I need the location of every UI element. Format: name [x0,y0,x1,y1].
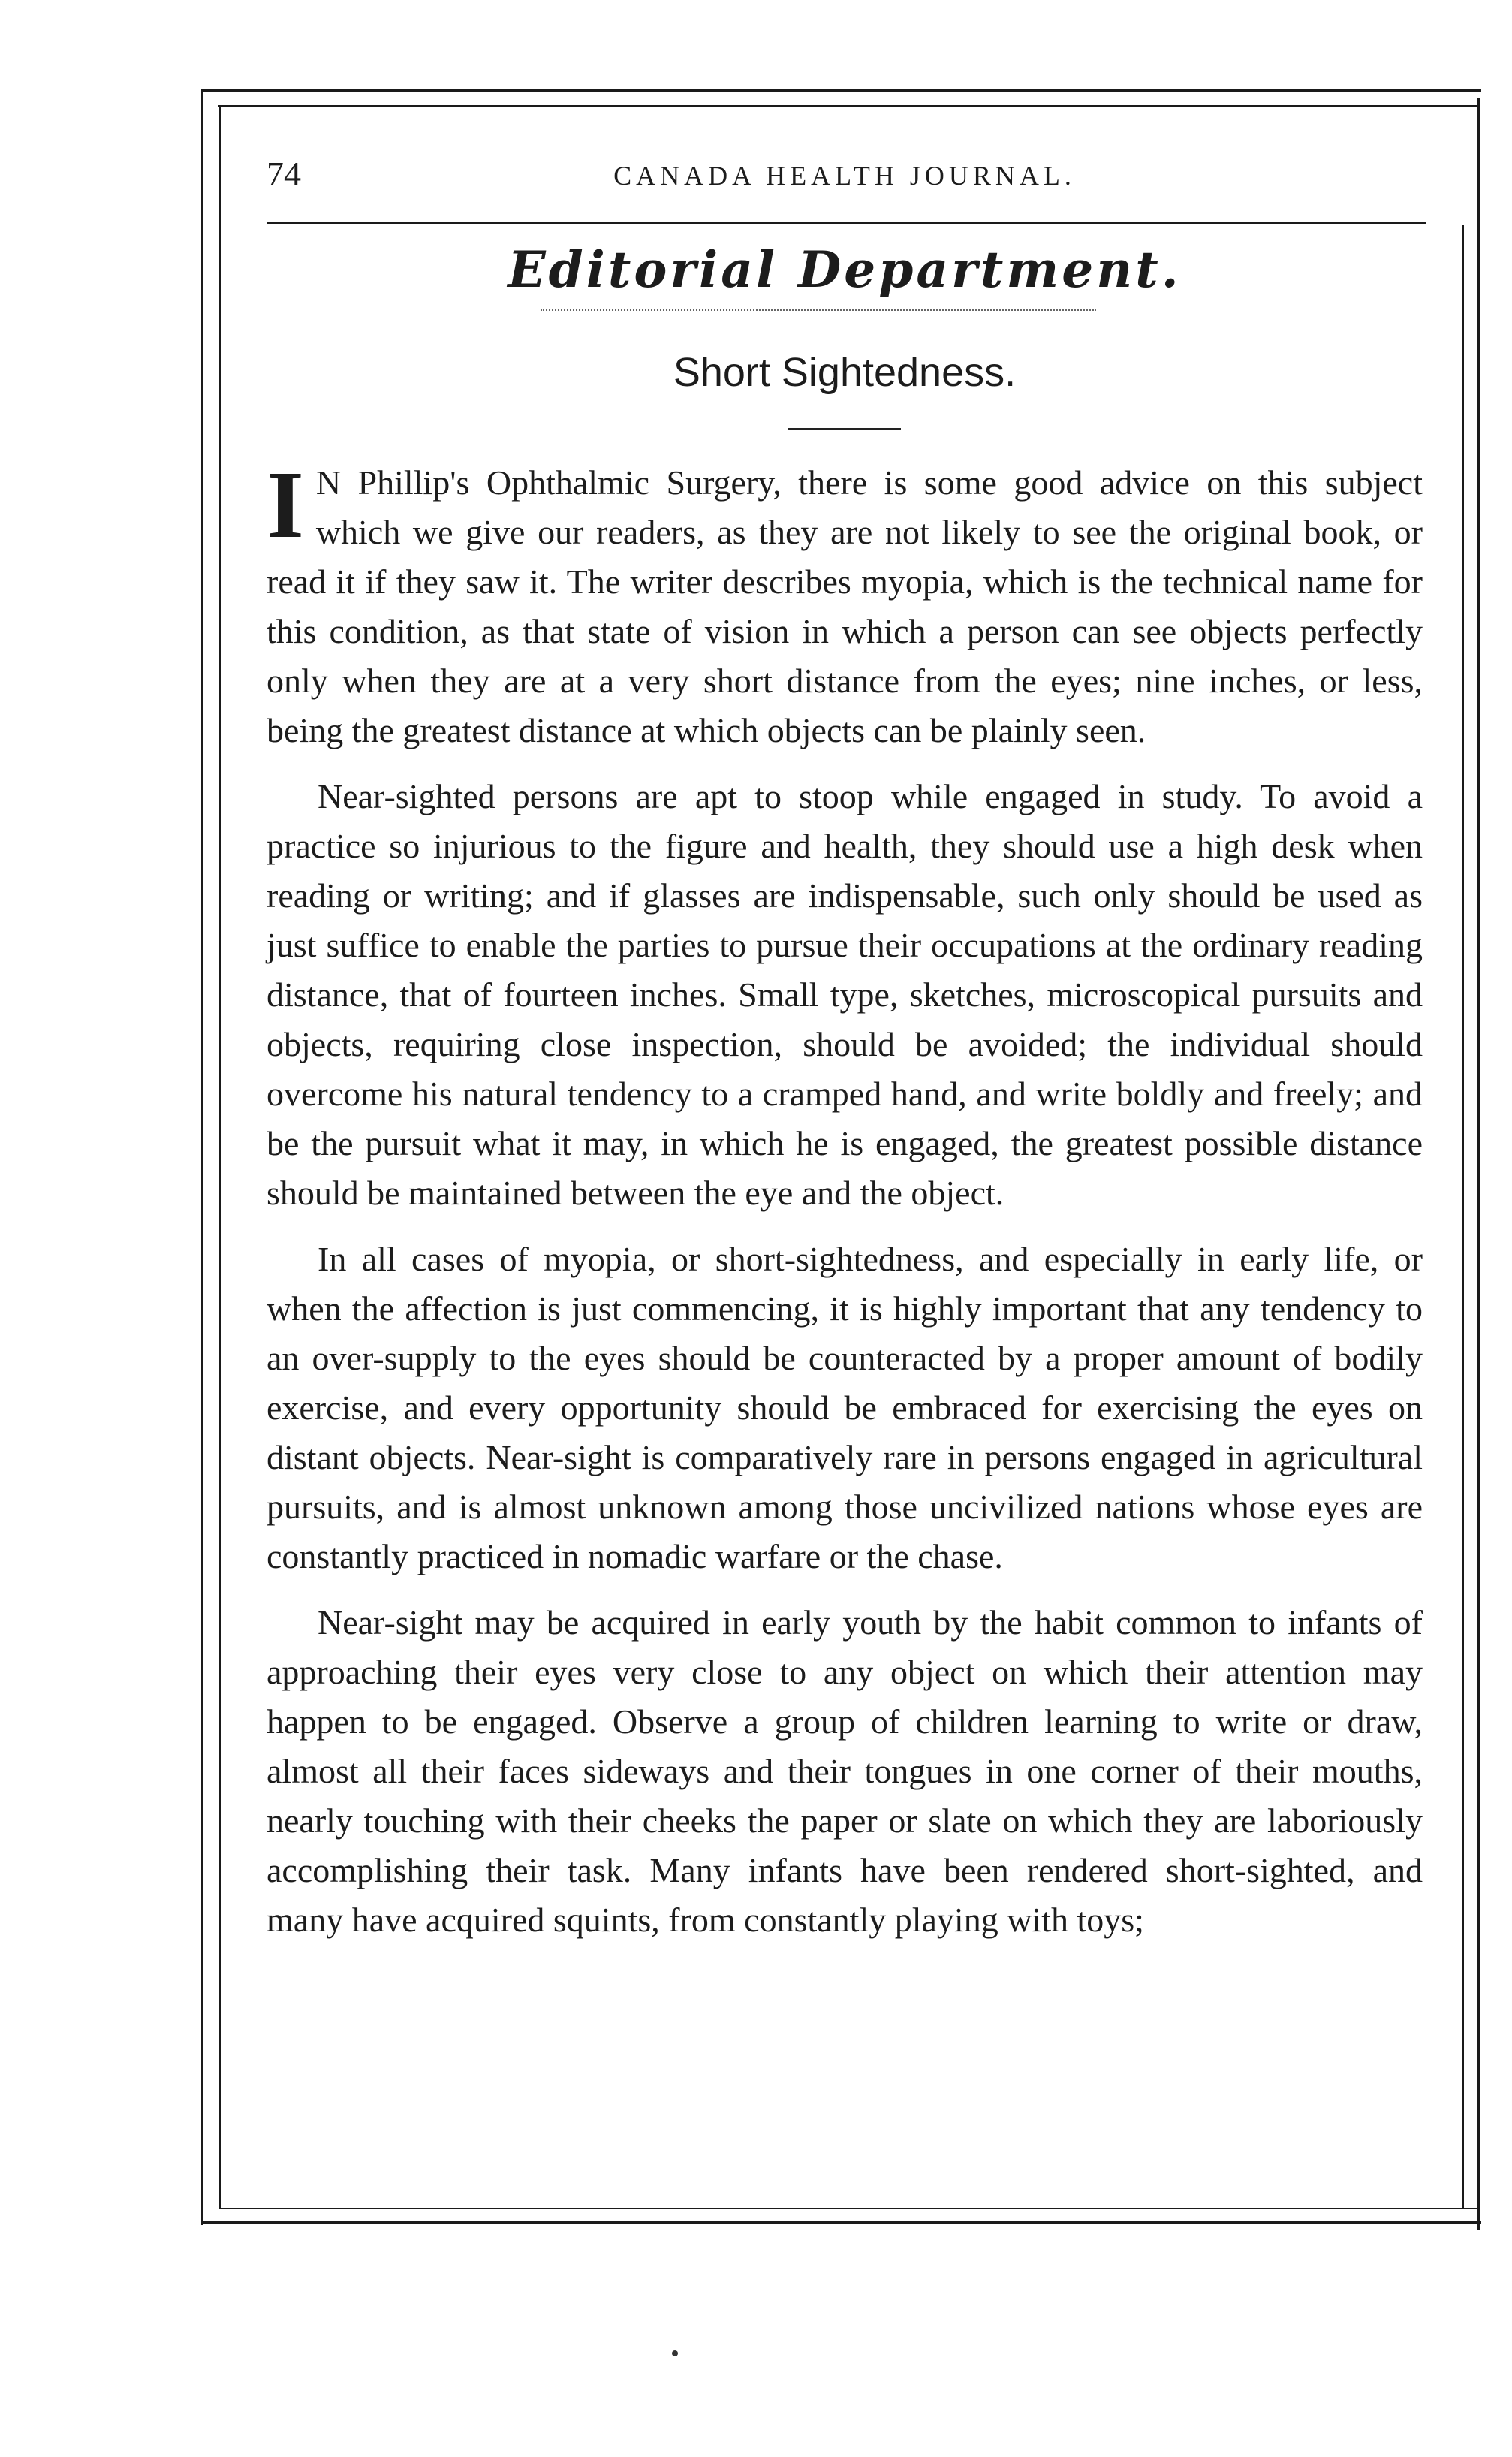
title-ornament [541,309,1096,321]
page-header [267,154,1423,199]
print-speck [672,2350,678,2356]
article-title-rule [788,428,901,430]
paragraph-3: In all cases of myopia, or short-sightedness, and especially in early life, or when the affection is just commencing, it is highly important that any tendency to an over-supply to the eyes should be counteracted by a proper amount of bodily exercise, and every opportunity should be embraced for exercising the eyes on distant objects. Near-sight is comparatively rare in persons engaged in agricultural pursuits, and is almost unknown among those uncivilized nations whose eyes are constantly practiced in nomadic warfare or the chase. [267,1240,1423,1575]
frame-top-rule-inner [218,105,1479,107]
frame-top-rule [201,89,1481,92]
paragraph-1-text: N Phillip's Ophthalmic Surgery, there is some good advice on this subject which we give our readers, as they are not likely to see the original book, or read it if they saw it. The writer describes myopia, which is the technical name for this condition, as that state of vision in which a person can see objects perfectly only when they are at a very short distance from the eyes; nine inches, or less, being the greatest distance at which objects can be plainly seen. [267,463,1423,749]
drop-cap: I [267,451,304,558]
article-title: Short Sightedness. [673,350,1017,395]
section-title: Editorial Department. [508,240,1182,299]
running-title: CANADA HEALTH JOURNAL. [613,161,1076,191]
frame-right-rule-inner [1462,225,1464,2208]
frame-bottom-rule [201,2221,1481,2224]
header-rule [267,222,1426,224]
page-number: 74 [267,155,301,193]
article-body [267,451,1423,1961]
frame-left-rule-inner [219,105,221,2208]
paragraph-1 [267,451,1423,755]
paragraph-2: Near-sighted persons are apt to stoop while engaged in study. To avoid a practice so injurious to the figure and health, they should use a high desk when reading or writing; and if glasses are indispensable, such only should be used as just suffice to enable the parties to pursue their occupations at the ordinary reading distance, that of fourteen inches. Small type, sketches, microscopical pursuits and objects, requiring close inspection, should be avoided; the individual should overcome his natural tendency to a cramped hand, and write boldly and freely; and be the pursuit what it may, in which he is engaged, the greatest possible distance should be maintained between the eye and the object. [267,777,1423,1212]
frame-bottom-rule-inner [219,2208,1480,2209]
frame-right-rule [1477,98,1480,2230]
frame-left-rule [201,89,203,2225]
paragraph-4: Near-sight may be acquired in early youth by the habit common to infants of approaching their eyes very close to any object on which their attention may happen to be engaged. Observe a group of children learning to write or draw, almost all their faces sideways and their tongues in one corner of their mouths, nearly touching with their cheeks the paper or slate on which they are laboriously accomplishing their task. Many infants have been rendered short-sighted, and many have acquired squints, from constantly playing with toys; [267,1603,1423,1939]
